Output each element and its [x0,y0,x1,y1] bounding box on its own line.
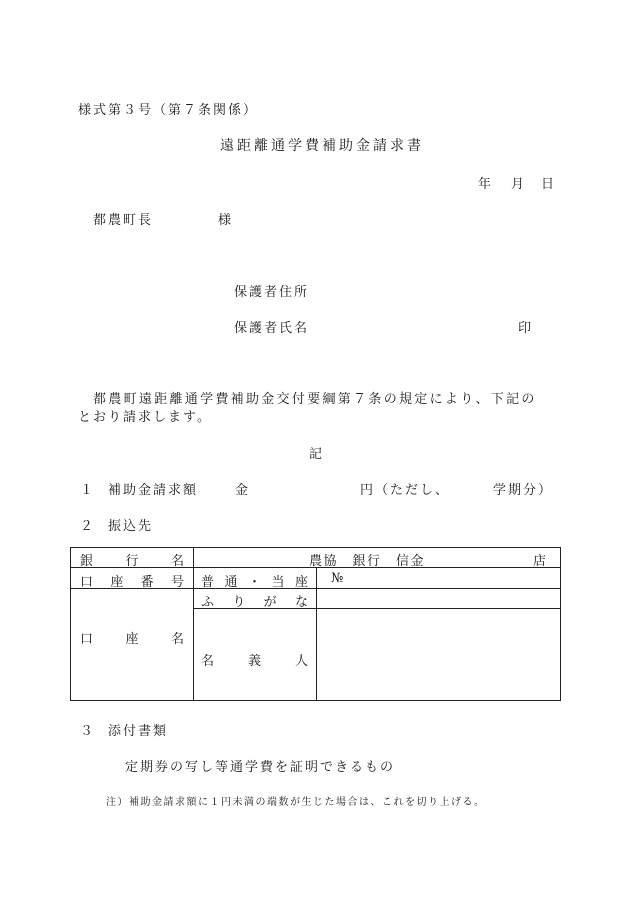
item1-term: 学期分） [493,483,554,498]
bank-type-options: 農協 銀行 信金 [309,554,426,569]
account-type-options: 普 通 ・ 当 座 [201,575,308,590]
item1-en: 円（ただし、 [360,483,451,498]
seal-mark: 印 [518,321,534,336]
item2-number: ２ [80,519,96,534]
document-title: 遠距離通学費補助金請求書 [220,138,424,154]
form-number: 様式第３号（第７条関係） [78,103,259,118]
item1-number: １ [80,483,96,498]
item3-label: 添付書類 [108,724,169,739]
item1-kin: 金 [235,483,251,498]
account-holder-label: 名 義 人 [201,654,308,669]
bank-account-table [70,547,561,701]
date-month: 月 [511,177,527,192]
item1-label: 補助金請求額 [108,483,199,498]
body-line-2: とおり請求します。 [78,410,212,425]
addressee-honorific: 様 [218,213,234,228]
column-divider [193,548,194,700]
column-divider [316,568,317,700]
item2-label: 振込先 [108,519,154,534]
item3-number: ３ [80,724,96,739]
account-no-prefix: № [331,571,344,586]
date-year: 年 [478,177,494,192]
rounding-note: 注）補助金請求額に１円未満の端数が生じた場合は、これを切り上げる。 [106,797,486,808]
account-name-label: 口 座 名 [80,632,184,647]
addressee: 都農町長 [93,213,154,228]
bank-name-label: 銀 行 名 [80,554,184,569]
account-number-label: 口 座 番 号 [80,575,184,590]
ki-mark: 記 [309,447,325,462]
guardian-name-label: 保護者氏名 [234,321,310,336]
branch-suffix: 店 [533,554,547,569]
furigana-label: ふ り が な [201,595,308,610]
attachment-detail: 定期券の写し等通学費を証明できるもの [125,760,396,775]
date-day: 日 [541,177,557,192]
guardian-address-label: 保護者住所 [234,285,310,300]
body-line-1: 都農町遠距離通学費補助金交付要綱第７条の規定により、下記の [93,392,537,407]
